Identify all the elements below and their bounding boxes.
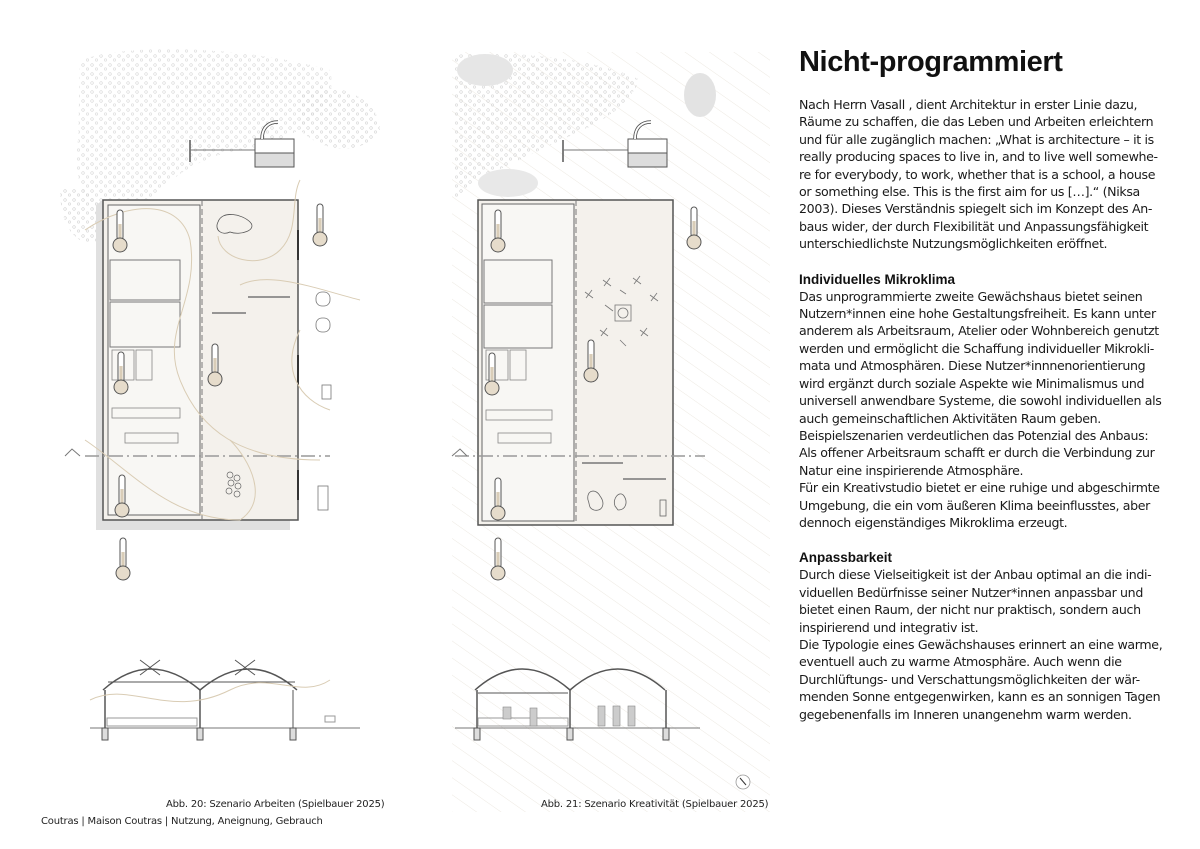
text-line: Natur eine inspirierende Atmosphäre. (799, 462, 1024, 478)
north-arrow-icon (736, 775, 750, 789)
figure-arbeiten (60, 49, 380, 740)
floor-plan-kreativitaet (452, 200, 705, 580)
text-line: Die Typologie eines Gewächshauses erinnert an eine warme, (799, 636, 1163, 652)
text-line: really producing spaces to live in, and to live well somewhe- (799, 149, 1158, 165)
text-line: Nutzern*innen eine hohe Gestaltungsfreiheit. Es kann unter (799, 306, 1156, 322)
section-heading-anpassbarkeit: Anpassbarkeit (799, 550, 893, 566)
text-line: baus wider, der durch Flexibilität und Anpassungsfähigkeit (799, 218, 1149, 234)
text-line: Durch diese Vielseitigkeit ist der Anbau optimal an die indi- (799, 567, 1152, 583)
text-line: menden Sonne entgegenwirken, kann es an sonnigen Tagen (799, 689, 1161, 705)
section-body-anpassbarkeit (799, 566, 1184, 723)
text-line: Umgebung, die ein vom äußeren Klima beeinflusstes, aber (799, 497, 1150, 513)
section-arbeiten (90, 660, 360, 740)
text-line: universell anwendbare Systeme, die sowohl individuellen als (799, 393, 1162, 409)
text-column (799, 44, 1184, 723)
text-line: dennoch eigenständiges Mikroklima erzeugt. (799, 514, 1068, 530)
text-line: inspirierend und integrativ ist. (799, 619, 979, 635)
figure-caption-kreativitaet: Abb. 21: Szenario Kreativität (Spielbauer 2025) (541, 799, 769, 810)
text-line: auch gemeinschaftlichen Aktivitäten Raum geben. (799, 410, 1101, 426)
text-line: re for everybody, to work, whether that is a school, a house (799, 166, 1156, 182)
text-line: Räume zu schaffen, die das Leben und Arbeiten erleichtern (799, 114, 1154, 130)
text-line: Beispielszenarien verdeutlichen das Potenzial des Anbaus: (799, 427, 1149, 443)
text-line: und für alle zugänglich machen: „What is architecture – it is (799, 131, 1154, 147)
text-line: Für ein Kreativstudio bietet er eine ruhige und abgeschirmte (799, 480, 1160, 496)
intro-paragraph (799, 96, 1184, 253)
text-line: wird ergänzt durch soziale Aspekte wie Minimalismus und (799, 375, 1145, 391)
text-line: anderem als Arbeitsraum, Atelier oder Wohnbereich genutzt (799, 323, 1159, 339)
text-line: Durchlüftungs- und Verschattungsmöglichkeiten der wär- (799, 671, 1140, 687)
text-line: mata und Atmosphären. Diese Nutzer*innnenorientierung (799, 358, 1146, 374)
text-line: Das unprogrammierte zweite Gewächshaus bietet seinen (799, 288, 1143, 304)
page-footer: Coutras | Maison Coutras | Nutzung, Aneignung, Gebrauch (41, 816, 323, 827)
text-line: werden und ermöglicht die Schaffung individueller Mikrokli- (799, 340, 1154, 356)
text-line: gegebenenfalls im Inneren unangenehm warm werden. (799, 706, 1132, 722)
section-body-mikroklima (799, 288, 1184, 532)
figure-kreativitaet (452, 52, 770, 812)
text-line: Nach Herrn Vasall , dient Architektur in erster Linie dazu, (799, 97, 1138, 112)
floor-plan-arbeiten (65, 180, 360, 580)
page-title: Nicht-programmiert (799, 46, 1063, 78)
text-line: 2003). Dieses Verständnis spiegelt sich im Konzept des An- (799, 201, 1153, 217)
text-line: bietet einen Raum, der nicht nur praktisch, sondern auch (799, 602, 1141, 618)
figure-caption-arbeiten: Abb. 20: Szenario Arbeiten (Spielbauer 2025) (166, 799, 385, 810)
text-line: or something else. This is the first aim for us […].“ (Niksa (799, 184, 1140, 200)
text-line: unterschiedlichste Nutzungsmöglichkeiten eröffnet. (799, 236, 1108, 252)
text-line: Als offener Arbeitsraum schafft er durch die Verbindung zur (799, 445, 1155, 461)
text-line: viduellen Bedürfnisse seiner Nutzer*innen anpassbar und (799, 584, 1143, 600)
section-heading-mikroklima: Individuelles Mikroklima (799, 271, 956, 287)
text-line: eventuell auch zu warme Atmosphäre. Auch wenn die (799, 654, 1122, 670)
